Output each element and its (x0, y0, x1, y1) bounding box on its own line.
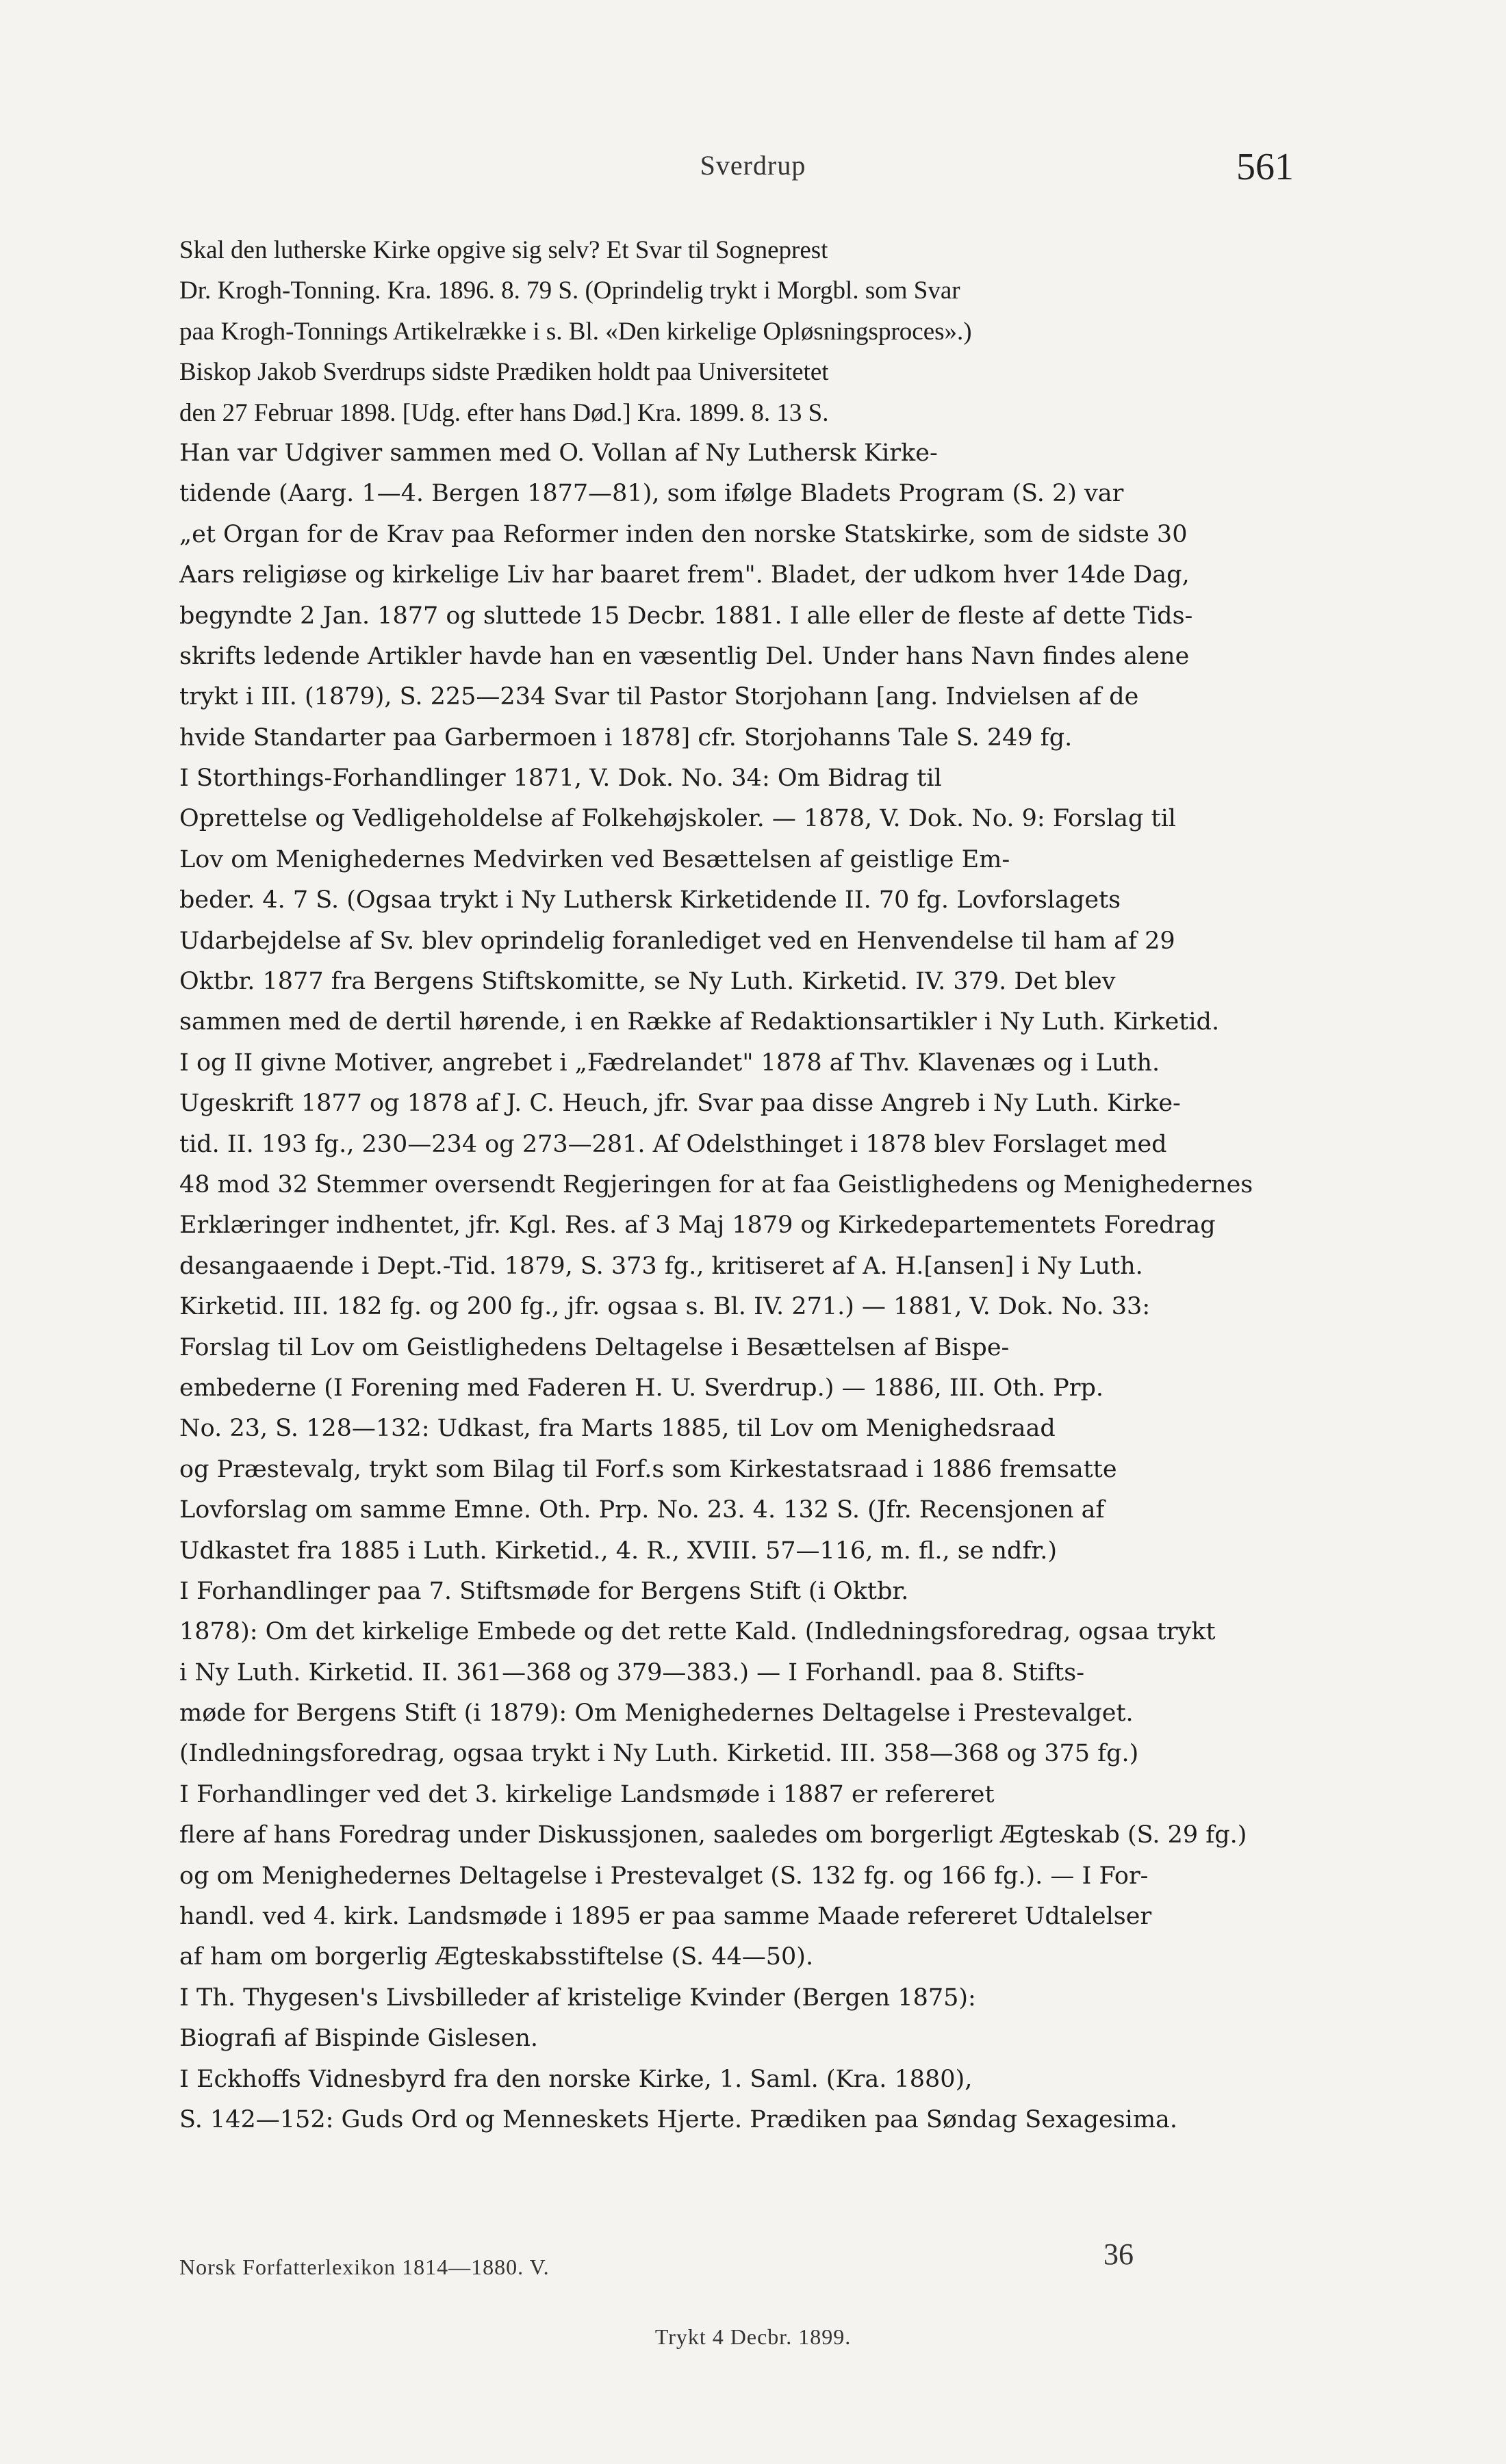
text-line: Lovforslag om samme Emne. Oth. Prp. No. 23. 4. 132 S. (Jfr. Recensjonen af (179, 1496, 1105, 1524)
page-number: 561 (1236, 146, 1294, 188)
text-line: S. 142—152: Guds Ord og Menneskets Hjerte. Prædiken paa Søndag Sexagesima. (179, 2105, 1178, 2133)
text-line: Biografi af Bispinde Gislesen. (179, 2025, 539, 2053)
text-line: 1878): Om det kirkelige Embede og det rette Kald. (Indledningsforedrag, ogsaa trykt (179, 1618, 1216, 1646)
text-line: Udkastet fra 1885 i Luth. Kirketid., 4. R., XVIII. 57—116, m. fl., se ndfr.) (179, 1537, 1058, 1565)
text-line: handl. ved 4. kirk. Landsmøde i 1895 er paa samme Maade refereret Udtalelser (179, 1903, 1152, 1931)
body-text (179, 230, 1275, 2140)
text-line: den 27 Februar 1898. [Udg. efter hans Død.] Kra. 1899. 8. 13 S. (179, 398, 829, 427)
text-line: Oprettelse og Vedligeholdelse af Folkehøjskoler. — 1878, V. Dok. No. 9: Forslag til (179, 805, 1176, 833)
text-line: Kirketid. III. 182 fg. og 200 fg., jfr. ogsaa s. Bl. IV. 271.) — 1881, V. Dok. No. 33: (179, 1293, 1151, 1321)
text-line: begyndte 2 Jan. 1877 og sluttede 15 Decbr. 1881. I alle eller de fleste af dette Tids- (179, 602, 1193, 630)
text-line: af ham om borgerlig Ægteskabsstiftelse (S. 44—50). (179, 1943, 814, 1971)
text-line: Oktbr. 1877 fra Bergens Stiftskomitte, se Ny Luth. Kirketid. IV. 379. Det blev (179, 968, 1116, 996)
text-line: (Indledningsforedrag, ogsaa trykt i Ny Luth. Kirketid. III. 358—368 og 375 fg.) (179, 1740, 1139, 1768)
text-line: I Th. Thygesen's Livsbilleder af kristelige Kvinder (Bergen 1875): (179, 1984, 976, 2012)
text-line: møde for Bergens Stift (i 1879): Om Menighedernes Deltagelse i Prestevalget. (179, 1699, 1134, 1728)
text-line: I Eckhoffs Vidnesbyrd fra den norske Kirke, 1. Saml. (Kra. 1880), (179, 2065, 973, 2093)
footer-book-title: Norsk Forfatterlexikon 1814—1880. V. (179, 2255, 550, 2279)
text-line: flere af hans Foredrag under Diskussjonen, saaledes om borgerligt Ægteskab (S. 29 fg.) (179, 1821, 1247, 1849)
text-line: I Storthings-Forhandlinger 1871, V. Dok. No. 34: Om Bidrag til (179, 765, 942, 793)
text-line: I og II givne Motiver, angrebet i „Fædrelandet" 1878 af Thv. Klavenæs og i Luth. (179, 1049, 1160, 1077)
text-line: I Forhandlinger ved det 3. kirkelige Landsmøde i 1887 er refereret (179, 1780, 995, 1808)
text-line: tid. II. 193 fg., 230—234 og 273—281. Af Odelsthinget i 1878 blev Forslaget med (179, 1130, 1167, 1158)
text-line: hvide Standarter paa Garbermoen i 1878] cfr. Storjohanns Tale S. 249 fg. (179, 723, 1073, 752)
text-line: desangaaende i Dept.-Tid. 1879, S. 373 fg., kritiseret af A. H.[ansen] i Ny Luth. (179, 1252, 1143, 1280)
text-line: sammen med de dertil hørende, i en Række af Redaktionsartikler i Ny Luth. Kirketid. (179, 1008, 1220, 1036)
text-line: No. 23, S. 128—132: Udkast, fra Marts 1885, til Lov om Menighedsraad (179, 1415, 1056, 1443)
text-line: og om Menighedernes Deltagelse i Prestevalget (S. 132 fg. og 166 fg.). — I For- (179, 1862, 1149, 1890)
text-line: tidende (Aarg. 1—4. Bergen 1877—81), som ifølge Bladets Program (S. 2) var (179, 480, 1124, 508)
text-line: og Præstevalg, trykt som Bilag til Forf.s som Kirkestatsraad i 1886 fremsatte (179, 1455, 1117, 1483)
text-line: paa Krogh-Tonnings Artikelrække i s. Bl. «Den kirkelige Opløsningsproces».) (179, 317, 972, 346)
text-line: beder. 4. 7 S. (Ogsaa trykt i Ny Luthersk Kirketidende II. 70 fg. Lovforslagets (179, 886, 1121, 914)
running-head: Sverdrup (700, 150, 806, 181)
text-line: i Ny Luth. Kirketid. II. 361—368 og 379—383.) — I Forhandl. paa 8. Stifts- (179, 1658, 1085, 1686)
text-line: Forslag til Lov om Geistlighedens Deltagelse i Besættelsen af Bispe- (179, 1333, 1010, 1361)
text-line: I Forhandlinger paa 7. Stiftsmøde for Bergens Stift (i Oktbr. (179, 1577, 909, 1605)
text-line: Ugeskrift 1877 og 1878 af J. C. Heuch, jfr. Svar paa disse Angreb i Ny Luth. Kirke- (179, 1090, 1181, 1118)
text-line: trykt i III. (1879), S. 225—234 Svar til Pastor Storjohann [ang. Indvielsen af de (179, 683, 1139, 711)
text-line: 48 mod 32 Stemmer oversendt Regjeringen for at faa Geistlighedens og Menighedernes (179, 1170, 1253, 1198)
text-line: Han var Udgiver sammen med O. Vollan af Ny Luthersk Kirke- (179, 439, 938, 467)
text-line: Biskop Jakob Sverdrups sidste Prædiken holdt paa Universitetet (179, 358, 829, 387)
footer-printed-date: Trykt 4 Decbr. 1899. (654, 2324, 852, 2349)
text-line: Skal den lutherske Kirke opgive sig selv? Et Svar til Sogneprest (179, 236, 828, 264)
footer-signature: 36 (1103, 2237, 1134, 2271)
text-line: „et Organ for de Krav paa Reformer inden den norske Statskirke, som de sidste 30 (179, 520, 1188, 548)
text-line: Erklæringer indhentet, jfr. Kgl. Res. af 3 Maj 1879 og Kirkedepartementets Foredrag (179, 1211, 1216, 1240)
text-line: Aars religiøse og kirkelige Liv har baaret frem". Bladet, der udkom hver 14de Dag, (179, 561, 1190, 589)
text-line: skrifts ledende Artikler havde han en væsentlig Del. Under hans Navn findes alene (179, 642, 1190, 670)
text-line: embederne (I Forening med Faderen H. U. Sverdrup.) — 1886, III. Oth. Prp. (179, 1374, 1104, 1402)
text-line: Lov om Menighedernes Medvirken ved Besættelsen af geistlige Em- (179, 845, 1010, 873)
text-line: Dr. Krogh-Tonning. Kra. 1896. 8. 79 S. (Oprindelig trykt i Morgbl. som Svar (179, 277, 960, 305)
text-line: Udarbejdelse af Sv. blev oprindelig foranlediget ved en Henvendelse til ham af 29 (179, 927, 1175, 955)
